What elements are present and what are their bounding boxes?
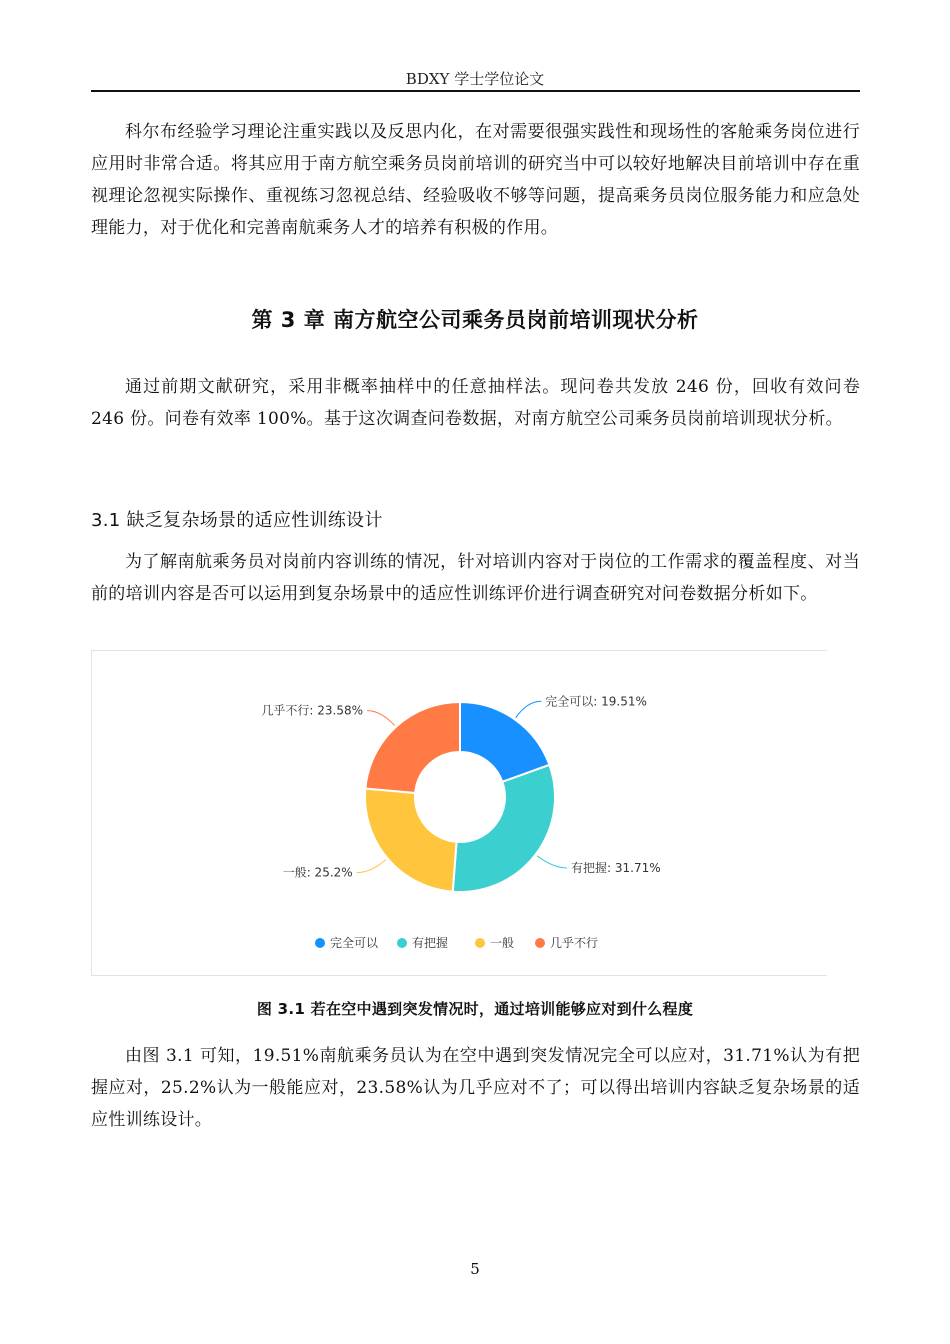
legend-marker-0 <box>315 938 325 948</box>
donut-slice-1 <box>453 765 555 892</box>
slice-label-1: 有把握: 31.71% <box>571 860 661 875</box>
legend-marker-2 <box>475 938 485 948</box>
leader-line-0 <box>516 701 542 717</box>
running-header: BDXY 学士学位论文 <box>405 70 545 88</box>
legend-label-3: 几乎不行 <box>550 936 599 950</box>
header-rule <box>91 90 860 92</box>
leader-line-2 <box>357 860 386 873</box>
donut-chart-figure <box>91 650 827 976</box>
figure-caption: 图 3.1 若在空中遇到突发情况时，通过培训能够应对到什么程度 <box>256 1000 694 1018</box>
paragraph-findings: 由图 3.1 可知，19.51%南航乘务员认为在空中遇到突发情况完全可以应对，31.71%认为有把握应对，25.2%认为一般能应对，23.58%认为几乎应对不了；可以得出培训内容缺乏复杂场景的适应性训练设计。 <box>91 1046 860 1130</box>
donut-chart <box>92 651 828 977</box>
legend-marker-3 <box>535 938 545 948</box>
paragraph-analysis-intro: 为了解南航乘务员对岗前内容训练的情况，针对培训内容对于岗位的工作需求的覆盖程度、对当前的培训内容是否可以运用到复杂场景中的适应性训练评价进行调查研究对问卷数据分析如下。 <box>91 552 860 604</box>
legend-label-1: 有把握 <box>412 936 449 950</box>
legend-label-0: 完全可以 <box>330 936 379 950</box>
chapter-title: 第 3 章 南方航空公司乘务员岗前培训现状分析 <box>251 308 699 332</box>
paragraph-kolb-theory: 科尔布经验学习理论注重实践以及反思内化，在对需要很强实践性和现场性的客舱乘务岗位进行应用时非常合适。将其应用于南方航空乘务员岗前培训的研究当中可以较好地解决目前培训中存在重视理论忽视实际操作、重视练习忽视总结、经验吸收不够等问题，提高乘务员岗位服务能力和应急处理能力，对于优化和完善南航乘务人才的培养有积极的作用。 <box>91 122 860 238</box>
donut-slice-2 <box>365 789 457 892</box>
donut-slice-3 <box>365 702 460 793</box>
legend-marker-1 <box>397 938 407 948</box>
slice-label-3: 几乎不行: 23.58% <box>261 703 364 718</box>
paragraph-survey-method: 通过前期文献研究，采用非概率抽样中的任意抽样法。现问卷共发放 246 份，回收有效问卷 246 份。问卷有效率 100%。基于这次调查问卷数据，对南方航空公司乘务员岗前培训现状分析。 <box>91 377 860 429</box>
section-title: 3.1 缺乏复杂场景的适应性训练设计 <box>91 510 383 531</box>
slice-label-2: 一般: 25.2% <box>282 865 353 880</box>
legend-label-2: 一般 <box>490 936 515 950</box>
leader-line-3 <box>367 711 394 726</box>
slice-label-0: 完全可以: 19.51% <box>545 694 647 709</box>
page-number: 5 <box>470 1260 480 1278</box>
leader-line-1 <box>537 856 567 868</box>
